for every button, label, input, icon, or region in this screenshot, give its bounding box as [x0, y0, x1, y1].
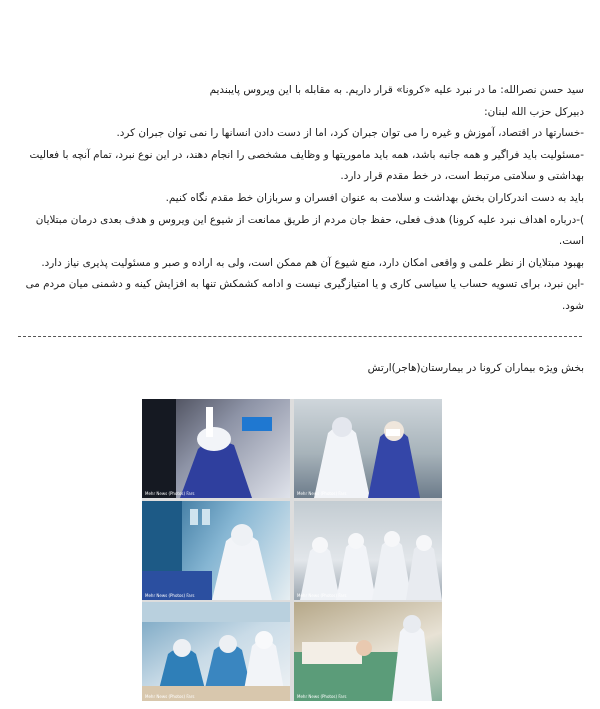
paragraph: -این نبرد، برای تسویه حساب یا سیاسی کاری و یا امتیازگیری نیست و ادامه کشمکش تنها به افزایش کینه و دشمنی میان مردم می شود. [25, 278, 584, 312]
photo-credit: Mehr News (Photos) Fars [145, 491, 195, 496]
photo-credit: Mehr News (Photos) Fars [145, 694, 195, 699]
section-title: بخش ویژه بیماران کرونا در بیمارستان(هاجر)ارتش [367, 362, 584, 374]
paragraph: -خسارتها در اقتصاد، آموزش و غیره را می توان جبران کرد، اما از دست دادن انسانها را نمی توان جبران کرد. [116, 127, 584, 140]
paragraph: )-درباره اهداف نبرد علیه کرونا) هدف فعلی، حفظ جان مردم از طریق ممانعت از شیوع این ویروس و هدف بعدی درمان مبتلایان است. [35, 213, 584, 248]
hospital-ward-photo [142, 501, 290, 600]
dashed-divider [18, 336, 582, 337]
two-nurses-photo [294, 399, 442, 498]
paragraph: بهبود مبتلایان از نظر علمی و واقعی امکان دارد، منع شیوع آن هم ممکن است، ولی به اراده و صبر و مسئولیت پذیری نیاز دارد. [41, 256, 584, 269]
photo-credit: Mehr News (Photos) Fars [297, 694, 347, 699]
patient-bed-photo [294, 602, 442, 701]
photo-credit: Mehr News (Photos) Fars [297, 491, 347, 496]
headline: سید حسن نصرالله: ما در نبرد علیه «کرونا» قرار داریم. به مقابله با این ویروس پایبندیم [209, 84, 584, 96]
medical-team-photo [294, 501, 442, 600]
paragraph: باید به دست اندرکاران بخش بهداشت و سلامت به عنوان افسران و سربازان خط مقدم نگاه کنیم. [165, 191, 584, 204]
nurses-station-photo [142, 602, 290, 701]
byline: دبیرکل حزب الله لبنان: [484, 105, 584, 118]
gloved-hand-lab-photo [142, 399, 290, 498]
article-body [16, 80, 584, 318]
photo-collage [142, 399, 442, 701]
paragraph: -مسئولیت باید فراگیر و همه جانبه باشد، همه باید ماموریتها و وظایف مشخصی را انجام دهند، در این نوع نبرد، تمام آنچه با فعالیت بهداشتی و سلامتی مرتبط است، در خط مقدم قرار دارد. [29, 148, 584, 183]
photo-credit: Mehr News (Photos) Fars [297, 593, 347, 598]
photo-credit: Mehr News (Photos) Fars [145, 593, 195, 598]
